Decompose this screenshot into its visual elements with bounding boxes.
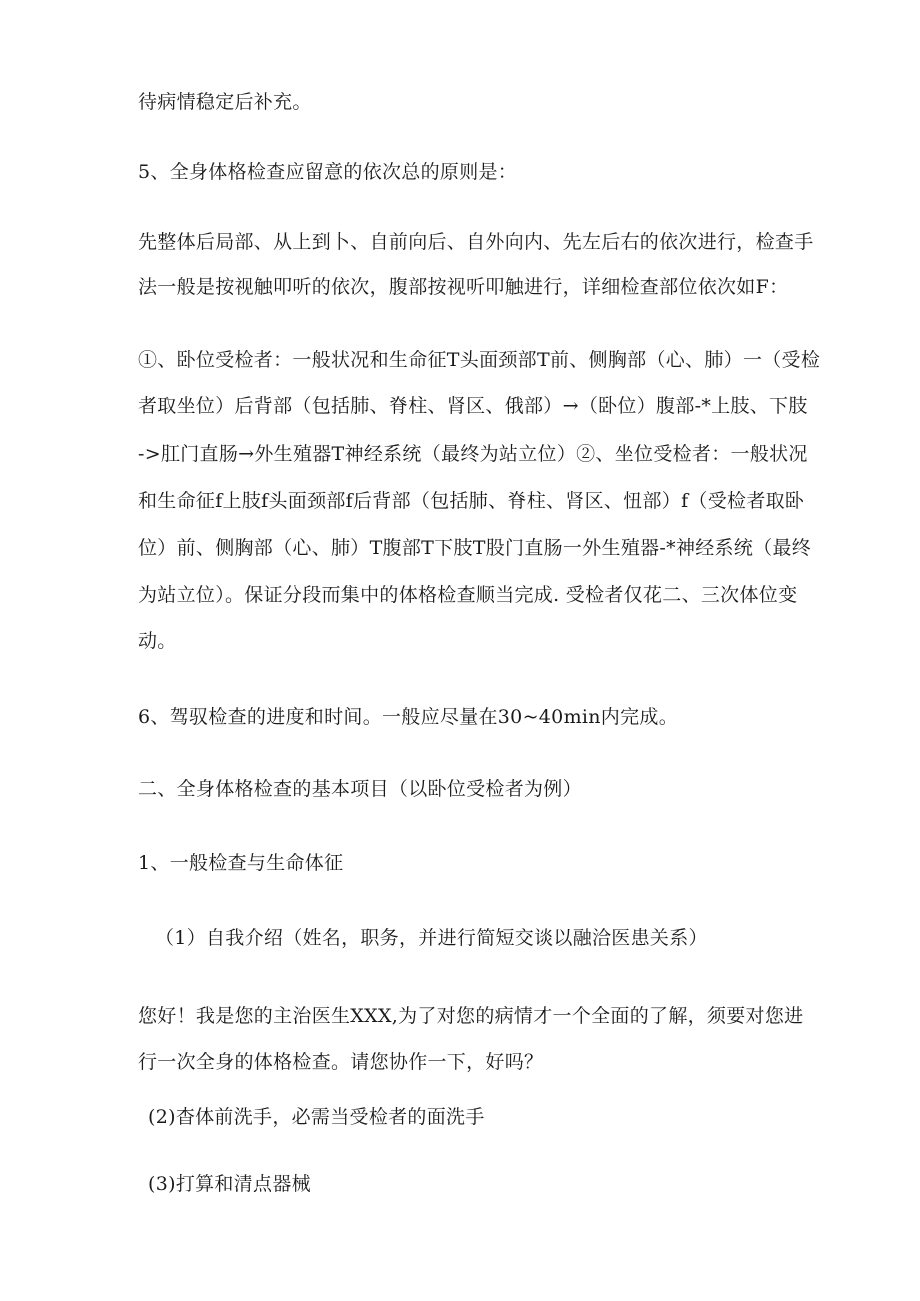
- numbered-heading: 5、全身体格检查应留意的依次总的原则是：: [138, 161, 518, 183]
- sub-item: (3)打算和清点器械: [148, 1173, 311, 1195]
- sub-item: (2)杳体前洗手，必需当受检者的面洗手: [148, 1106, 485, 1128]
- text-line: 法一般是按视触叩听的依次，腹部按视听叩触进行，详细检查部位依次如F：: [138, 276, 789, 298]
- text-line: 位）前、侧胸部（心、肺）T腹部T下肢T股门直肠一外生殖器-*神经系统（最终: [138, 537, 812, 559]
- section-heading: 二、全身体格检查的基本项目（以卧位受检者为例）: [138, 778, 582, 800]
- text-line: 行一次全身的体格检查。请您协作一下，好吗？: [138, 1051, 544, 1073]
- numbered-item: 6、驾驭检查的进度和时间。一般应尽量在30~40min内完成。: [138, 706, 678, 728]
- text-line: 为站立位）。保证分段而集中的体格检查顺当完成. 受检者仅花二、三次体位变: [138, 584, 798, 606]
- subsection-heading: 1、一般检查与生命体征: [138, 852, 344, 874]
- text-line: ①、卧位受检者：一般状况和生命征T头面颈部T前、侧胸部（心、肺）一（受检: [138, 349, 821, 371]
- sub-item: （1）自我介绍（姓名，职务，并进行简短交谈以融洽医患关系）: [155, 927, 708, 949]
- text-line: 动。: [138, 630, 177, 652]
- text-line: ->肛门直肠→外生殖器T神经系统（最终为站立位）②、坐位受检者：一般状况: [138, 443, 808, 465]
- text-line: 您好！我是您的主治医生XXX,为了对您的病情才一个全面的了解，须要对您进: [138, 1005, 804, 1027]
- text-line: 和生命征f上肢f头面颈部f后背部（包括肺、脊柱、肾区、忸部）f（受检者取卧: [138, 490, 805, 512]
- text-line: 待病情稳定后补充。: [138, 91, 312, 113]
- text-line: 者取坐位）后背部（包括肺、脊柱、肾区、俄部）→（卧位）腹部-*上肢、下肢: [138, 395, 808, 417]
- text-line: 先整体后局部、从上到卜、自前向后、自外向内、先左后右的依次进行，检查手: [138, 231, 814, 253]
